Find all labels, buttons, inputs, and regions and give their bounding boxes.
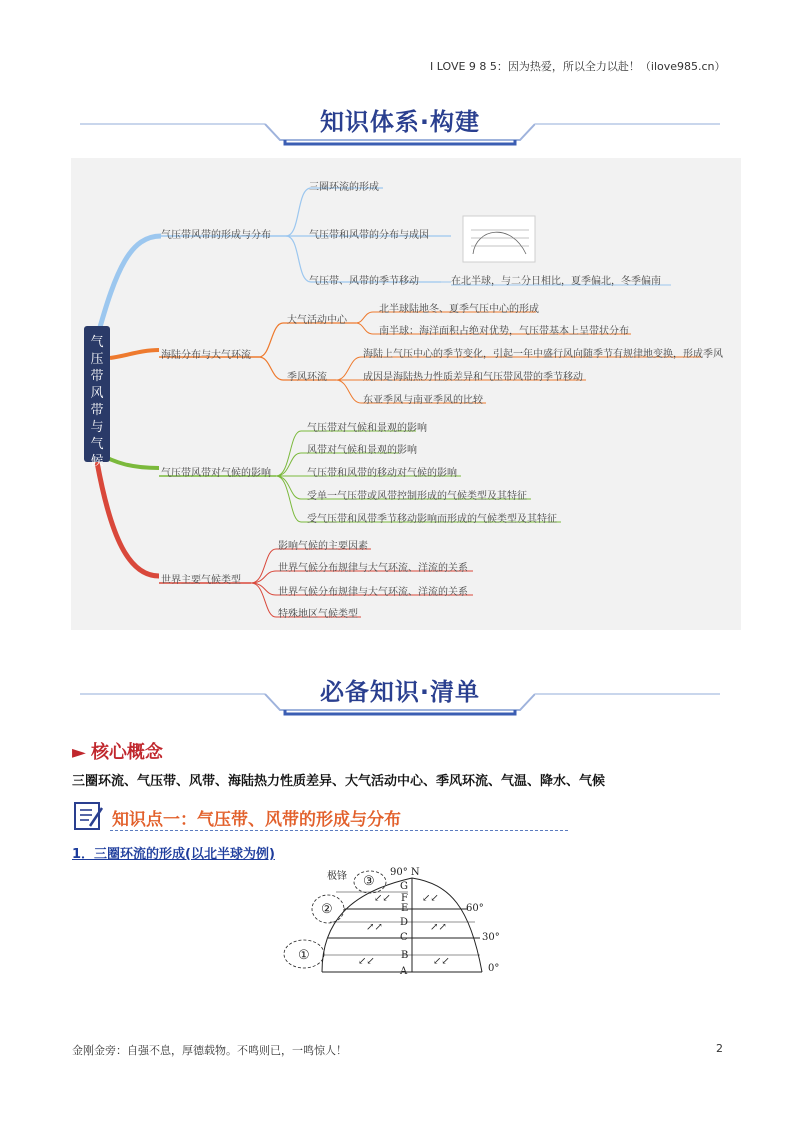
knowledge-point-underline [110,830,568,831]
page-number: 2 [716,1042,723,1055]
banner-title: 知识体系·构建 [319,108,481,136]
lat-30-label: 30° [482,932,500,943]
mm-branch-2: 海陆分布与大气环流 [161,350,251,361]
mm-branch-4: 世界主要气候类型 [161,575,241,586]
cell-3-label: ③ [363,874,375,889]
core-concepts-title: 核心概念 [90,742,163,763]
mm-leaf: 南半球：海洋面积占绝对优势，气压带基本上呈带状分布 [379,326,629,337]
core-concepts-heading [72,738,163,764]
cell-2-label: ② [321,902,333,917]
pole-front-label: 极锋 [327,871,347,882]
letter-e: E [401,903,409,914]
mm-branch-3: 气压带风带对气候的影响 [161,468,271,479]
mm-leaf: 气压带和风带的移动对气候的影响 [307,468,457,479]
letter-a: A [400,966,408,977]
mm-leaf: 世界气候分布规律与大气环流、洋流的关系 [278,587,468,598]
mm-leaf: 东亚季风与南亚季风的比较 [363,395,483,406]
core-concepts-terms: 三圈环流、气压带、风带、海陆热力性质差异、大气活动中心、季风环流、气温、降水、气候 [72,774,606,789]
mm-leaf: 特殊地区气候类型 [278,609,358,620]
mm-branch-1: 气压带风带的形成与分布 [161,230,271,241]
north-pole-label: 90° N [390,867,420,878]
lat-0-label: 0° [488,963,500,974]
mm-leaf: 气压带对气候和景观的影响 [307,423,427,434]
letter-f: F [401,893,408,904]
trade-wind-arrows-right: ↙↙ [433,956,450,967]
knowledge-point-title: 知识点一：气压带、风带的形成与分布 [112,810,401,830]
lat-60-label: 60° [466,903,484,914]
subsection-title: 1．三圈环流的形成(以北半球为例) [72,847,275,862]
polar-easterly-arrows-right: ↙↙ [422,893,439,904]
three-cell-diagram-drawing [270,862,510,982]
mm-node: 大气活动中心 [287,315,347,326]
mm-node: 季风环流 [287,372,327,383]
section-banner-knowledge-system [80,98,720,148]
letter-c: C [400,932,408,943]
trade-wind-arrows-left: ↙↙ [358,956,375,967]
mm-leaf: 风带对气候和景观的影响 [307,445,417,456]
mind-map-root-label: 气压带风带与气候 [90,335,104,469]
triangle-marker-icon: ► [72,742,86,763]
letter-b: B [401,950,409,961]
mm-leaf: 受单一气压带或风带控制形成的气候类型及其特征 [307,491,527,502]
mind-map [71,158,741,630]
mm-node: 三圈环流的形成 [309,182,379,193]
mm-node-note: 在北半球，与二分日相比，夏季偏北，冬季偏南 [451,276,661,287]
mm-leaf: 北半球陆地冬、夏季气压中心的形成 [379,304,539,315]
mm-leaf: 影响气候的主要因素 [278,541,368,552]
notebook-icon [72,800,104,832]
mind-map-root [84,326,110,469]
letter-g: G [400,881,408,892]
three-cell-diagram [270,862,510,982]
westerly-arrows-right: ↗↗ [430,922,447,933]
knowledge-point-heading [72,800,104,836]
section-banner-essential-knowledge [80,668,720,718]
mm-leaf: 成因是海陆热力性质差异和气压带风带的季节移动 [363,372,583,383]
mm-node: 气压带、风带的季节移动 [309,276,419,287]
mm-leaf: 世界气候分布规律与大气环流、洋流的关系 [278,563,468,574]
westerly-arrows-left: ↗↗ [366,922,383,933]
page-header: I LOVE 9 8 5：因为热爱，所以全力以赴！（ilove985.cn） [430,60,726,73]
mm-leaf: 海陆上气压中心的季节变化，引起一年中盛行风向随季节有规律地变换，形成季风 [363,349,723,360]
page-footer: 金刚金旁：自强不息，厚德载物。不鸣则已，一鸣惊人！ [72,1044,347,1057]
polar-easterly-arrows-left: ↙↙ [374,893,391,904]
cell-1-label: ① [298,948,310,963]
mm-leaf: 受气压带和风带季节移动影响而形成的气候类型及其特征 [307,514,557,525]
mm-node: 气压带和风带的分布与成因 [309,230,429,241]
banner-title: 必备知识·清单 [319,678,481,706]
letter-d: D [400,917,409,928]
